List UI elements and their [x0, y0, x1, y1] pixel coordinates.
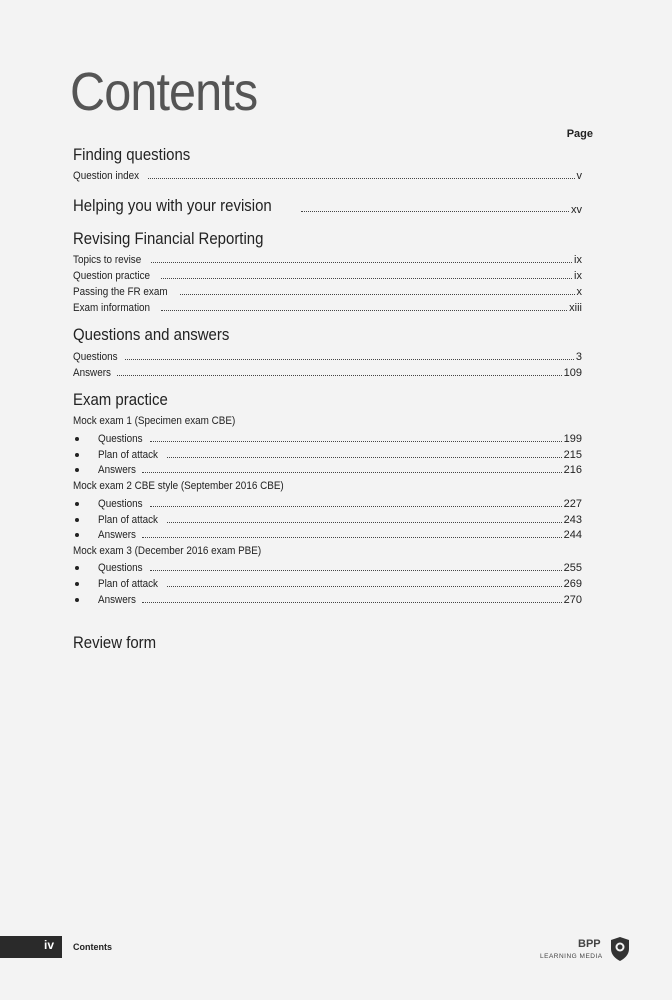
bullet-icon [73, 592, 98, 606]
toc-entry-label: Topics to revise [73, 254, 142, 266]
bullet-icon [73, 462, 98, 476]
toc-entry-page: 244 [563, 529, 582, 541]
toc-entry-mock2-plan[interactable] [73, 512, 582, 526]
page-column-header: Page [566, 128, 593, 140]
dot-leader [167, 521, 562, 523]
toc-entry-question-practice[interactable] [73, 268, 582, 282]
bpp-logo [540, 936, 632, 966]
toc-entry-mock3-plan[interactable] [73, 576, 582, 590]
toc-entry-page: 3 [575, 351, 582, 363]
toc-entry-page: xiii [569, 302, 582, 314]
dot-leader [148, 177, 574, 179]
toc-entry-mock1-plan[interactable] [73, 447, 582, 461]
section-heading-exam-practice: Exam practice [73, 390, 168, 409]
toc-entry-page: ix [574, 270, 582, 282]
toc-entry-topics[interactable] [73, 252, 582, 266]
toc-entry-page: 270 [563, 594, 582, 606]
toc-entry-page: x [576, 286, 582, 298]
dot-leader [150, 505, 562, 507]
toc-entry-mock3-questions[interactable] [73, 560, 582, 574]
toc-entry-page: v [576, 170, 582, 182]
footer-section-label: Contents [73, 942, 112, 952]
section-heading-revising: Revising Financial Reporting [73, 229, 264, 248]
logo-brand: BPP [578, 938, 601, 950]
mock-exam-1-title: Mock exam 1 (Specimen exam CBE) [73, 415, 236, 427]
toc-entry-label: Questions [73, 351, 118, 363]
toc-entry-mock2-questions[interactable] [73, 496, 582, 510]
toc-entry-label: Answers [98, 529, 136, 541]
page-title: Contents [70, 62, 258, 122]
dot-leader [117, 374, 561, 376]
dot-leader [161, 277, 572, 279]
toc-entry-page: 255 [563, 562, 582, 574]
bullet-icon [73, 527, 98, 541]
toc-entry-page: ix [574, 254, 582, 266]
toc-entry-label: Answers [73, 367, 111, 379]
toc-entry-page: 216 [563, 464, 582, 476]
toc-entry-mock1-answers[interactable] [73, 462, 582, 476]
toc-entry-label: Exam information [73, 302, 151, 314]
section-heading-review-form[interactable]: Review form [73, 633, 157, 652]
dot-leader [161, 309, 568, 311]
dot-leader [150, 440, 562, 442]
toc-entry-label: Plan of attack [98, 514, 158, 526]
mock-exam-3-title: Mock exam 3 (December 2016 exam PBE) [73, 545, 262, 557]
toc-entry-exam-information[interactable] [73, 300, 582, 314]
toc-entry-label: Questions [98, 562, 143, 574]
bullet-icon [73, 512, 98, 526]
toc-entry-label: Passing the FR exam [73, 286, 168, 298]
dot-leader [151, 261, 572, 263]
toc-entry-questions[interactable] [73, 349, 582, 363]
toc-entry-page: 109 [563, 367, 582, 379]
dot-leader [142, 601, 561, 603]
toc-entry-label: Plan of attack [98, 578, 158, 590]
mock-exam-2-title: Mock exam 2 CBE style (September 2016 CBE) [73, 480, 284, 492]
toc-entry-label: Question practice [73, 270, 151, 282]
logo-subtitle: LEARNING MEDIA [540, 953, 603, 960]
dot-leader [150, 569, 562, 571]
toc-entry-page: 243 [563, 514, 582, 526]
dot-leader [167, 585, 562, 587]
dot-leader [125, 358, 574, 360]
toc-entry-mock1-questions[interactable] [73, 431, 582, 445]
toc-entry-label: Questions [98, 433, 143, 445]
dot-leader [301, 210, 569, 212]
toc-entry-page: xv [571, 204, 582, 216]
dot-leader [142, 471, 561, 473]
dot-leader [142, 536, 561, 538]
bullet-icon [73, 431, 98, 445]
toc-entry-page: 269 [563, 578, 582, 590]
bullet-icon [73, 496, 98, 510]
toc-entry-label: Answers [98, 594, 136, 606]
toc-entry-helping-revision[interactable] [73, 196, 582, 216]
toc-entry-page: 215 [563, 449, 582, 461]
toc-entry-answers[interactable] [73, 365, 582, 379]
toc-entry-mock3-answers[interactable] [73, 592, 582, 606]
toc-entry-label: Questions [98, 498, 143, 510]
lion-shield-icon [610, 936, 630, 962]
toc-entry-label: Answers [98, 464, 136, 476]
toc-entry-label: Question index [73, 170, 140, 182]
toc-entry-page: 227 [563, 498, 582, 510]
toc-entry-question-index[interactable] [73, 168, 582, 182]
footer-page-number: iv [44, 938, 55, 952]
toc-entry-page: 199 [563, 433, 582, 445]
bullet-icon [73, 447, 98, 461]
toc-entry-label: Helping you with your revision [73, 196, 272, 215]
bullet-icon [73, 560, 98, 574]
toc-entry-label: Plan of attack [98, 449, 158, 461]
bullet-icon [73, 576, 98, 590]
dot-leader [167, 456, 562, 458]
section-heading-finding: Finding questions [73, 145, 191, 164]
dot-leader [180, 293, 574, 295]
toc-entry-mock2-answers[interactable] [73, 527, 582, 541]
toc-entry-passing[interactable] [73, 284, 582, 298]
section-heading-qa: Questions and answers [73, 325, 230, 344]
